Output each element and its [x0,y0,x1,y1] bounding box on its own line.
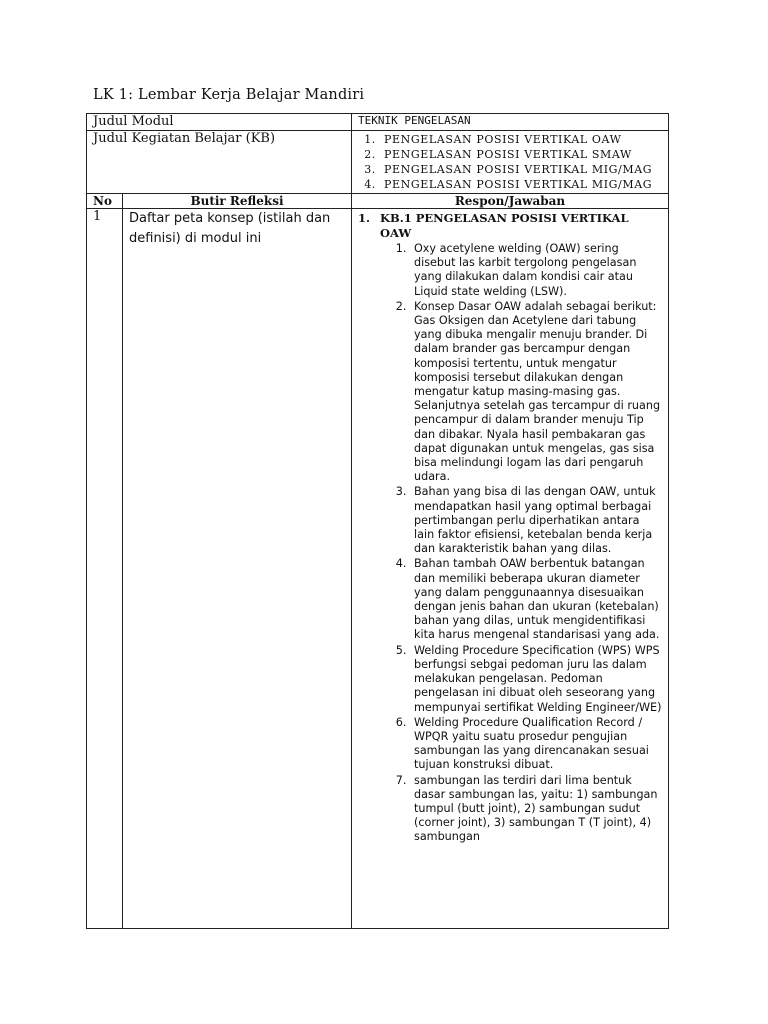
butir-refleksi-text: Daftar peta konsep (istilah dan definisi) di modul ini [123,209,352,929]
modul-row [87,114,669,131]
list-item: 3. Bahan yang bisa di las dengan OAW, untuk mendapatkan hasil yang optimal berbagai pertimbangan perlu diperhatikan antara lain faktor efisiensi, ketebalan benda kerja dan karakteristik bahan yang dilas. [410,485,662,556]
page-title: LK 1: Lembar Kerja Belajar Mandiri [93,87,365,103]
list-item: 1. Oxy acetylene welding (OAW) sering disebut las karbit tergolong pengelasan yang dilakukan dalam kondisi cair atau Liquid state welding (LSW). [410,242,662,299]
konsep-list [358,242,662,845]
header-no: No [87,194,123,209]
kegiatan-item: 3. PENGELASAN POSISI VERTIKAL MIG/MAG [380,162,666,177]
kegiatan-item: 4. PENGELASAN POSISI VERTIKAL MIG/MAG [380,177,666,192]
kegiatan-list [358,132,666,192]
kegiatan-row [87,131,669,194]
kegiatan-label: Judul Kegiatan Belajar (KB) [87,131,352,194]
header-respon: Respon/Jawaban [352,194,669,209]
kb-heading [358,211,662,226]
kegiatan-item: 1. PENGELASAN POSISI VERTIKAL OAW [380,132,666,147]
respon-cell [352,209,669,929]
kb-number: 1. [358,211,371,225]
list-item: 5. Welding Procedure Specification (WPS) WPS berfungsi sebgai pedoman juru las dalam melakukan pengelasan. Pedoman pengelasan ini dibuat oleh seseorang yang mempunyai sertifikat Welding Engineer/WE) [410,644,662,715]
table-row [87,209,669,929]
list-item: 2. Konsep Dasar OAW adalah sebagai berikut: Gas Oksigen dan Acetylene dari tabung yang dibuka mengalir menuju brander. Di dalam brander gas bercampur dengan komposisi tertentu, untuk mengatur komposisi tersebut dilakukan dengan mengatur katup masing-masing gas. Selanjutnya setelah gas tercampur di ruang pencampur di dalam brander menuju Tip dan dibakar. Nyala hasil pembakaran gas dapat digunakan untuk mengelas, gas sisa bisa melindungi logam las dari pengaruh udara. [410,300,662,485]
worksheet-table [86,113,669,929]
table-header-row [87,194,669,209]
modul-label: Judul Modul [87,114,352,131]
list-item: 4. Bahan tambah OAW berbentuk batangan dan memiliki beberapa ukuran diameter yang dalam penggunaannya disesuaikan dengan jenis bahan dan ukuran (ketebalan) bahan yang dilas, untuk mengidentifikasi kita harus mengenal standarisasi yang ada. [410,557,662,642]
list-item: 6. Welding Procedure Qualification Record / WPQR yaitu suatu prosedur pengujian sambungan las yang direncanakan sesuai tujuan konstruksi dibuat. [410,716,662,773]
row-number: 1 [87,209,123,929]
list-item: 7. sambungan las terdiri dari lima bentuk dasar sambungan las, yaitu: 1) sambungan tumpul (butt joint), 2) sambungan sudut (corner joint), 3) sambungan T (T joint), 4) sambungan [410,774,662,845]
header-butir: Butir Refleksi [123,194,352,209]
kb-title-line1: KB.1 PENGELASAN POSISI VERTIKAL [380,211,629,225]
kb-title-line2: OAW [380,226,412,240]
kegiatan-item: 2. PENGELASAN POSISI VERTIKAL SMAW [380,147,666,162]
modul-value: TEKNIK PENGELASAN [352,114,669,131]
